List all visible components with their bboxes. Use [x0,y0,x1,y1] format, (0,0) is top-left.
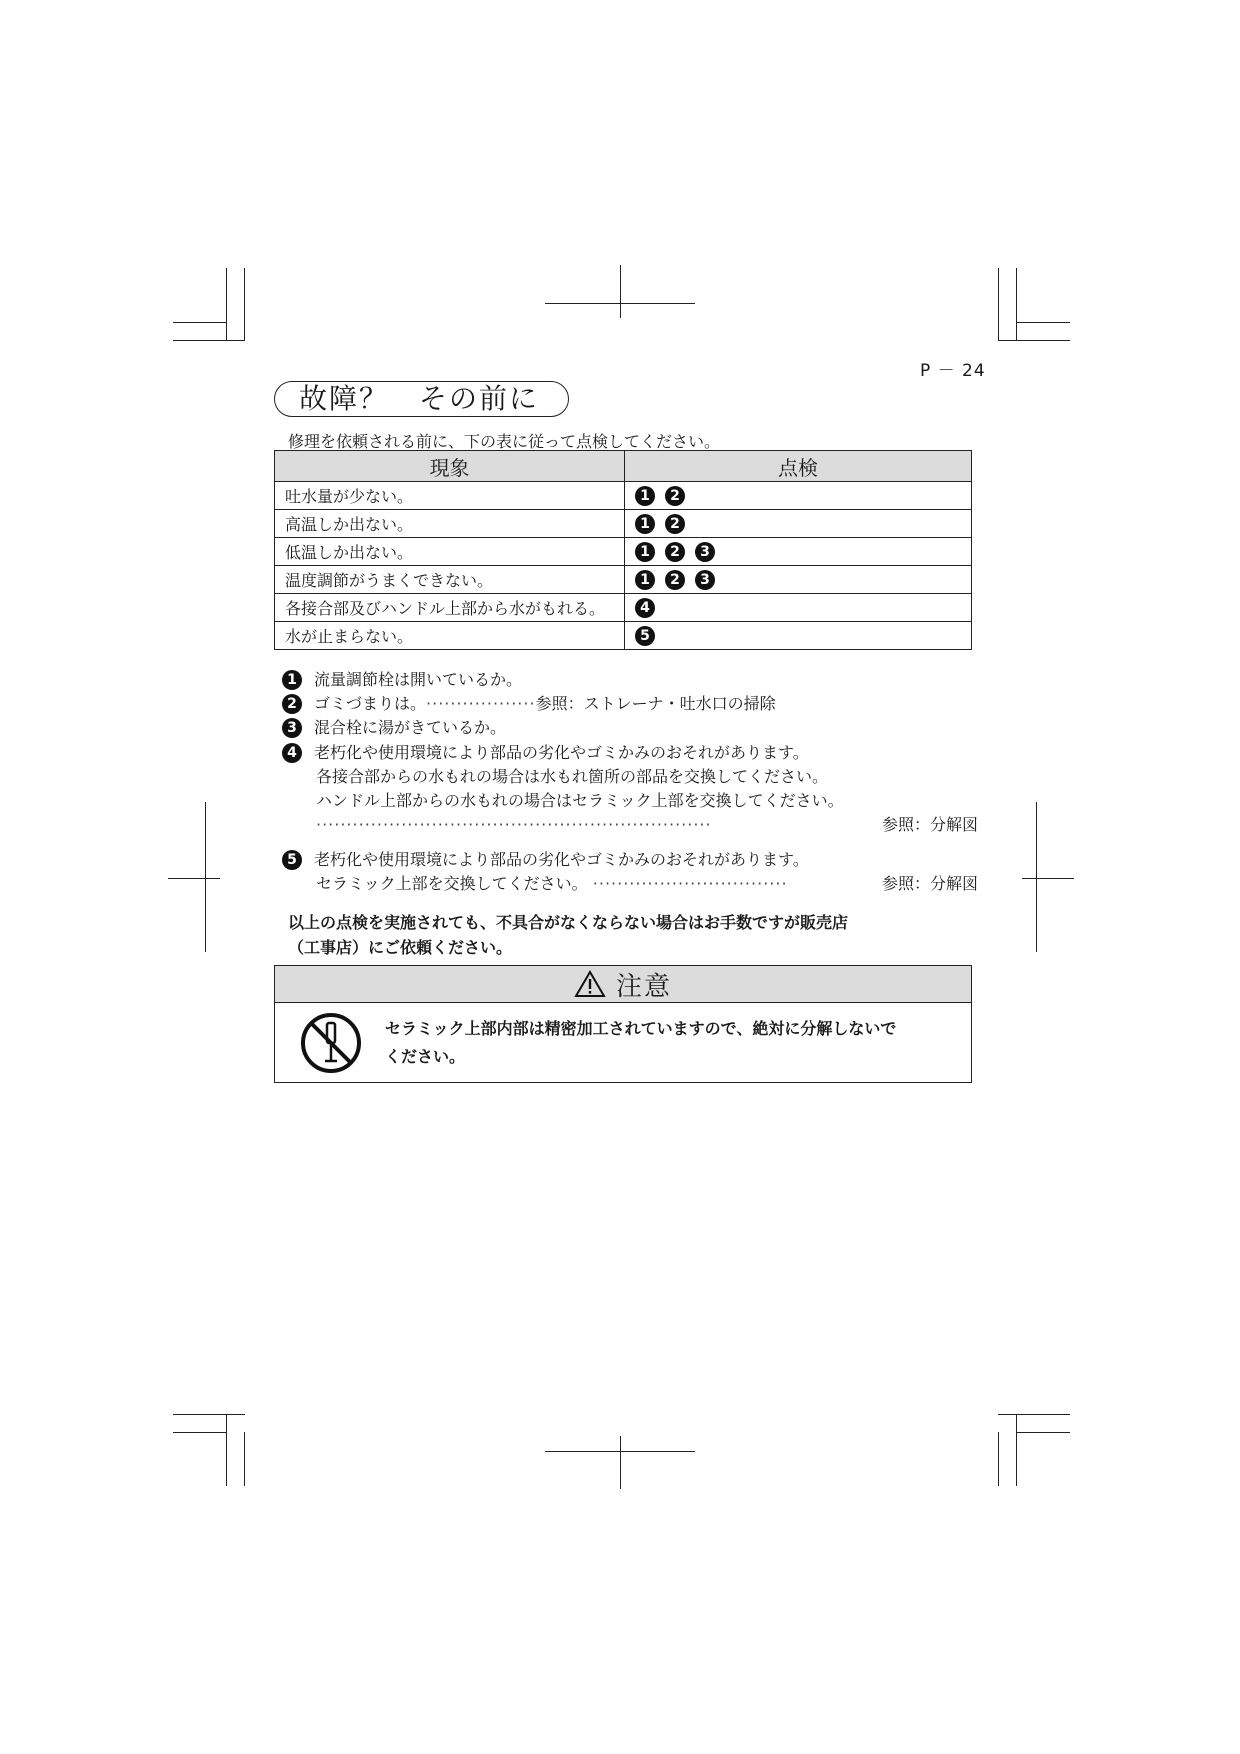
leader-dots: ································································· [316,815,712,834]
check-number-badge: 2 [665,486,685,506]
check-number-badge: 1 [635,486,655,506]
symptom-cell: 温度調節がうまくできない。 [275,566,625,594]
note-reference: 参照：ストレーナ・吐水口の掃除 [535,694,776,713]
page-number: P － 24 [920,361,986,381]
check-number-badge: 2 [665,514,685,534]
note-number-badge: 1 [282,670,302,690]
check-number-badge: 1 [635,542,655,562]
no-disassembly-icon [299,1011,363,1075]
table-header-row [275,451,972,482]
symptom-cell: 各接合部及びハンドル上部から水がもれる。 [275,594,625,622]
note-5 [282,848,978,896]
check-cell [625,566,972,594]
check-cell [625,482,972,510]
note-text: 老朽化や使用環境により部品の劣化やゴミかみのおそれがあります。 [314,850,809,869]
table-row [275,622,972,650]
caution-text [385,1015,896,1071]
note-3 [282,716,972,740]
check-number-badge: 1 [635,514,655,534]
check-number-badge: 4 [635,598,655,618]
note-2 [282,692,972,716]
caution-line: ください。 [385,1047,466,1066]
note-text: 流量調節栓は開いているか。 [314,670,523,689]
check-cell [625,594,972,622]
check-cell [625,538,972,566]
symptom-cell: 水が止まらない。 [275,622,625,650]
leader-dots: ································ [592,874,788,893]
check-cell [625,622,972,650]
header-symptom: 現象 [275,451,625,482]
note-text: ハンドル上部からの水もれの場合はセラミック上部を交換してください。 [316,791,844,810]
symptom-cell: 高温しか出ない。 [275,510,625,538]
note-number-badge: 5 [282,850,302,870]
note-number-badge: 4 [282,743,302,763]
note-number-badge: 2 [282,694,302,714]
check-number-badge: 5 [635,626,655,646]
table-row [275,566,972,594]
section-title [274,381,569,417]
note-1 [282,668,972,692]
caution-line: セラミック上部内部は精密加工されていますので、絶対に分解しないで [385,1019,897,1038]
section-title-text: 故障？ その前に [299,382,540,415]
closing-notice [288,910,848,960]
table-row [275,482,972,510]
check-number-badge: 1 [635,570,655,590]
check-cell [625,510,972,538]
note-text: 混合栓に湯がきているか。 [314,718,507,737]
closing-line: （工事店）にご依頼ください。 [288,938,513,957]
note-text: 老朽化や使用環境により部品の劣化やゴミかみのおそれがあります。 [314,743,809,762]
header-check: 点検 [625,451,972,482]
check-number-badge: 2 [665,542,685,562]
caution-body [275,1003,971,1083]
note-reference: 参照：分解図 [881,874,978,893]
note-4 [282,741,978,837]
note-text: 各接合部からの水もれの場合は水もれ箇所の部品を交換してください。 [316,767,829,786]
table-row [275,594,972,622]
intro-text: 修理を依頼される前に、下の表に従って点検してください。 [288,432,721,451]
warning-triangle-icon [574,970,606,998]
note-text: セラミック上部を交換してください。 [316,874,588,893]
table-row [275,510,972,538]
check-number-badge: 2 [665,570,685,590]
check-number-badge: 3 [695,542,715,562]
caution-header [275,966,971,1003]
symptom-cell: 低温しか出ない。 [275,538,625,566]
caution-box [274,965,972,1083]
note-text: ゴミづまりは。 [314,694,427,713]
check-number-badge: 3 [695,570,715,590]
leader-dots: ·················· [426,694,536,713]
troubleshooting-table [274,450,972,650]
caution-heading: 注意 [615,971,672,1002]
symptom-cell: 吐水量が少ない。 [275,482,625,510]
note-reference: 参照：分解図 [881,815,978,834]
table-row [275,538,972,566]
note-number-badge: 3 [282,718,302,738]
closing-line: 以上の点検を実施されても、不具合がなくならない場合はお手数ですが販売店 [288,913,849,932]
